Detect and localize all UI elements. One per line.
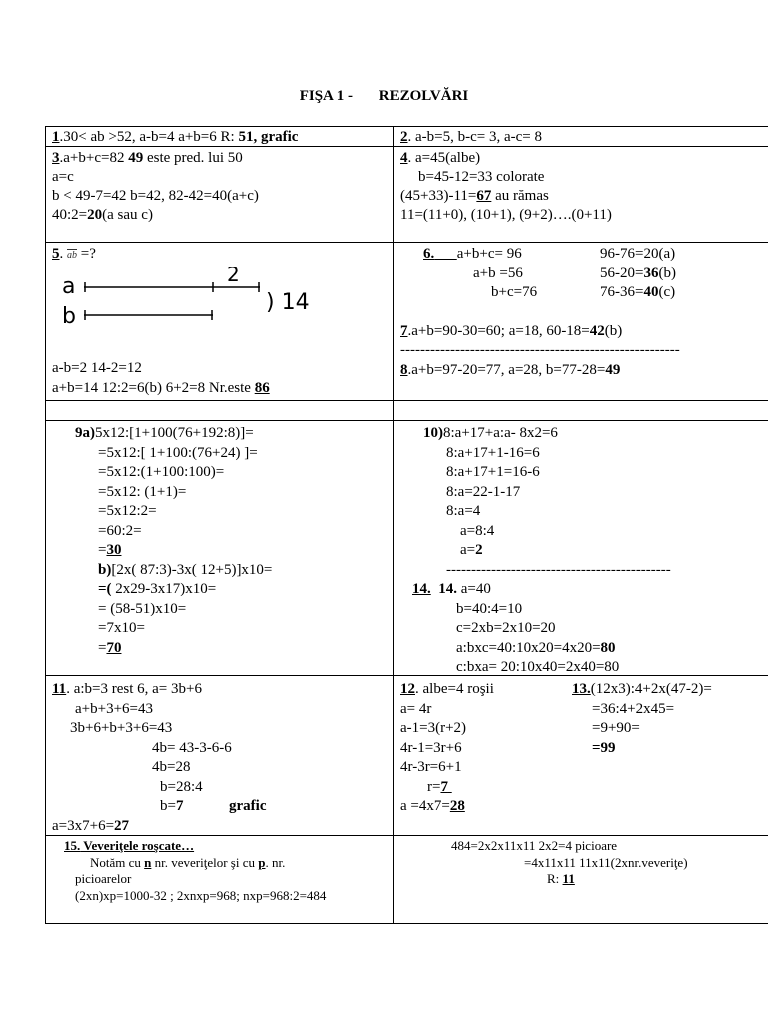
problem-15-answer-line-2: =4x11x11 11x11(2xnr.veveriţe) <box>524 855 688 870</box>
problem-9a-line-5: =5x12:2= <box>98 503 157 519</box>
problem-10-line-6: a=8:4 <box>460 523 495 539</box>
problem-14-line-1: 14. 14. a=40 <box>412 581 491 597</box>
problem-9a-line-6: =60:2= <box>98 523 142 539</box>
problem-6-line-2: a+b =56 <box>473 265 523 281</box>
problem-15-line-1: Notăm cu n nr. veveriţelor şi cu p. nr. <box>90 855 286 870</box>
table-row <box>46 147 768 243</box>
problem-3-cell <box>46 147 394 243</box>
problem-1-cell <box>46 127 394 147</box>
problem-10-line-4: 8:a=22-1-17 <box>446 484 521 500</box>
problem-3-line-4: 40:2=20(a sau c) <box>52 207 153 223</box>
problem-9a-line-4: =5x12: (1+1)= <box>98 484 187 500</box>
problem-12-line-6: r=7 <box>427 779 448 795</box>
segment-a-label: a <box>62 274 76 299</box>
problem-15-line-3: (2xn)xp=1000-32 ; 2xnxp=968; nxp=968:2=484 <box>75 888 327 903</box>
problem-9a-line-7: =30 <box>98 542 122 558</box>
problem-10-line-2: 8:a+17+1-16=6 <box>446 445 540 461</box>
problem-15-answer-line-3: R: 11 <box>547 871 575 886</box>
title-left: FIŞA 1 - <box>299 88 354 104</box>
problem-6-result-3: 76-36=40(c) <box>600 284 676 300</box>
problem-5-cell <box>46 243 394 401</box>
problem-3-line-1: 3.a+b+c=82 49 este pred. lui 50 <box>52 150 243 166</box>
problem-4-line-1: 4. a=45(albe) <box>400 150 481 166</box>
problem-11-line-2: a+b+3+6=43 <box>75 701 153 717</box>
problem-15-title: 15. Veveriţele roşcate… <box>64 838 195 853</box>
problem-11-line-3: 3b+6+b+3+6=43 <box>70 720 173 736</box>
problem-14-line-3: c=2xb=2x10=20 <box>456 620 556 636</box>
problem-13-line-2: =36:4+2x45= <box>592 701 675 717</box>
problem-11-line-6: b=28:4 <box>160 779 203 795</box>
problem-11-line-4: 4b= 43-3-6-6 <box>152 740 232 756</box>
empty-cell-left <box>46 401 394 421</box>
problem-2-cell <box>394 127 768 147</box>
empty-cell-right <box>394 401 768 421</box>
problem-6-result-2: 56-20=36(b) <box>600 265 676 281</box>
table-row <box>46 127 768 147</box>
problem-13-line-3: =9+90= <box>592 720 640 736</box>
problem-2-line: 2. a-b=5, b-c= 3, a-c= 8 <box>400 129 542 145</box>
problem-4-cell <box>394 147 768 243</box>
problem-8-line: 8.a+b=97-20=77, a=28, b=77-28=49 <box>400 362 621 378</box>
segment-2-label: 2 <box>227 267 240 286</box>
problems-10-14-cell <box>394 421 768 676</box>
problem-10-line-7: a=2 <box>460 542 483 558</box>
table-row <box>46 421 768 676</box>
problem-14-line-4: a:bxc=40:10x20=4x20=80 <box>456 640 616 656</box>
segment-diagram <box>60 267 340 337</box>
problem-3-line-2: a=c <box>52 169 74 185</box>
table-row <box>46 836 768 924</box>
problem-15-cell <box>46 836 394 924</box>
divider-dashes: -------------------------------------------------------- <box>400 342 680 358</box>
problem-15-answer-cell <box>394 836 768 924</box>
divider-dashes: --------------------------------------------- <box>446 562 671 578</box>
problem-14-line-5: c:bxa= 20:10x40=2x40=80 <box>456 659 620 675</box>
problem-14-line-2: b=40:4=10 <box>456 601 523 617</box>
problem-10-line-3: 8:a+17+1=16-6 <box>446 464 540 480</box>
problem-1-line: 1.30< ab >52, a-b=4 a+b=6 R: 51, grafic <box>52 129 299 145</box>
segment-b-label: b <box>62 304 76 329</box>
problem-12-line-1: 12. albe=4 roşii <box>400 681 494 697</box>
problem-9b-line-1: b)[2x( 87:3)-3x( 12+5)]x10= <box>98 562 273 578</box>
problems-12-13-cell <box>394 676 768 836</box>
problem-4-line-4: 11=(11+0), (10+1), (9+2)….(0+11) <box>400 207 612 223</box>
problem-9a-line-1: 9a)5x12:[1+100(76+192:8)]= <box>75 425 254 441</box>
problem-6-result-1: 96-76=20(a) <box>600 246 676 262</box>
problem-11-line-8: a=3x7+6=27 <box>52 818 130 834</box>
problem-12-line-5: 4r-3r=6+1 <box>400 759 462 775</box>
problem-12-line-4: 4r-1=3r+6 <box>400 740 462 756</box>
segment-14-label: ) 14 <box>266 290 310 315</box>
page-title <box>0 88 768 105</box>
problem-11-line-1: 11. a:b=3 rest 6, a= 3b+6 <box>52 681 202 697</box>
problems-6-8-cell <box>394 243 768 401</box>
problem-5-line-2: a-b=2 14-2=12 <box>52 360 142 376</box>
problem-9-cell <box>46 421 394 676</box>
problem-9a-line-2: =5x12:[ 1+100:(76+24) ]= <box>98 445 258 461</box>
problem-9b-line-2: =( 2x29-3x17)x10= <box>98 581 217 597</box>
problem-9b-line-3: = (58-51)x10= <box>98 601 187 617</box>
problem-10-line-1: 10)8:a+17+a:a- 8x2=6 <box>423 425 558 441</box>
problem-11-line-5: 4b=28 <box>152 759 191 775</box>
problem-13-line-1: 13.(12x3):4+2x(47-2)= <box>572 681 712 697</box>
problem-9b-line-5: =70 <box>98 640 122 656</box>
problem-3-line-3: b < 49-7=42 b=42, 82-42=40(a+c) <box>52 188 259 204</box>
problem-5-line-1: 5. $\overline{ab}$ =? <box>52 246 96 262</box>
problem-13-line-4: =99 <box>592 740 616 756</box>
problem-15-answer-line-1: 484=2x2x11x11 2x2=4 picioare <box>451 838 618 853</box>
problem-9b-line-4: =7x10= <box>98 620 145 636</box>
problem-6-line-3: b+c=76 <box>491 284 538 300</box>
problem-11-cell <box>46 676 394 836</box>
problem-4-line-2: b=45-12=33 colorate <box>418 169 545 185</box>
problem-10-line-5: 8:a=4 <box>446 503 481 519</box>
problem-11-line-7: b=7 <box>160 798 184 814</box>
problem-12-line-3: a-1=3(r+2) <box>400 720 467 736</box>
problem-9a-line-3: =5x12:(1+100:100)= <box>98 464 225 480</box>
problem-12-line-2: a= 4r <box>400 701 432 717</box>
problem-11-grafic: grafic <box>229 798 267 814</box>
problem-5-line-3: a+b=14 12:2=6(b) 6+2=8 Nr.este 86 <box>52 380 270 396</box>
table-row <box>46 676 768 836</box>
problem-4-line-3: (45+33)-11=67 au rămas <box>400 188 549 204</box>
problem-7-line: 7.a+b=90-30=60; a=18, 60-18=42(b) <box>400 323 623 339</box>
solutions-table <box>45 126 768 924</box>
title-right: REZOLVĂRI <box>378 88 469 104</box>
problem-6-line-1: 6. a+b+c= 96 <box>423 246 522 262</box>
table-row <box>46 401 768 421</box>
problem-15-line-2: picioarelor <box>75 871 132 886</box>
table-row <box>46 243 768 401</box>
problem-12-line-7: a =4x7=28 <box>400 798 465 814</box>
